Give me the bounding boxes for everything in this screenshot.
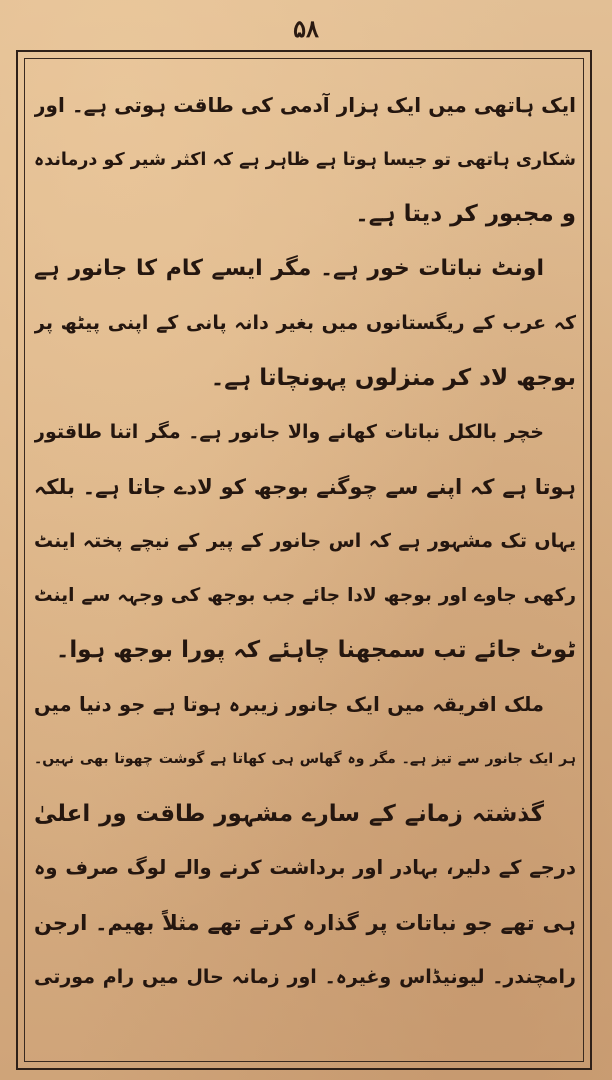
text-line: ہی تھے جو نباتات پر گذارہ کرتے تھے مثلاً بھیم۔ ارجن: [34, 910, 576, 935]
text-line: خچر بالکل نباتات کھانے والا جانور ہے۔ مگر اتنا طاقتور: [34, 421, 544, 443]
text-line: رکھی جاوے اور بوجھ لادا جائے جب بوجھ کی وجہہ سے اینٹ: [34, 584, 576, 606]
text-line: اونٹ نباتات خور ہے۔ مگر ایسے کام کا جانور ہے: [34, 255, 544, 281]
text-line: ایک ہاتھی میں ایک ہزار آدمی کی طاقت ہوتی ہے۔ اور: [34, 93, 576, 117]
page-number: ۵۸: [293, 14, 319, 43]
text-line: کہ عرب کے ریگستانوں میں بغیر دانہ پانی کے اپنی پیٹھ پر: [34, 312, 576, 334]
text-line: درجے کے دلیر، بہادر اور برداشت کرنے والے لوگ صرف وہ: [34, 856, 576, 879]
text-line: ملک افریقہ میں ایک جانور زیبرہ ہوتا ہے جو دنیا میں: [34, 692, 544, 716]
text-line: رامچندر۔ لیونیڈاس وغیرہ۔ اور زمانہ حال میں رام مورتی: [34, 966, 576, 988]
text-line: ٹوٹ جائے تب سمجھنا چاہئے کہ پورا بوجھ ہوا۔: [55, 637, 576, 663]
text-line: ہر ایک جانور سے تیز ہے۔ مگر وہ گھاس ہی کھاتا ہے گوشت چھوتا بھی نہیں۔: [34, 751, 576, 767]
urdu-text-body: [34, 78, 576, 1005]
text-line: و مجبور کر دیتا ہے۔: [355, 201, 576, 227]
text-line: ہوتا ہے کہ اپنے سے چوگنے بوجھ کو لادے جاتا ہے۔ بلکہ: [34, 474, 576, 499]
text-line: بوجھ لاد کر منزلوں پہونچاتا ہے۔: [210, 364, 576, 391]
text-line: یہاں تک مشہور ہے کہ اس جانور کے پیر کے نیچے پختہ اینٹ: [34, 530, 576, 552]
text-line: شکاری ہاتھی تو جیسا ہوتا ہے ظاہر ہے کہ اکثر شیر کو درماندہ: [34, 149, 576, 170]
text-line: گذشتہ زمانے کے سارے مشہور طاقت ور اعلیٰ: [34, 800, 544, 827]
